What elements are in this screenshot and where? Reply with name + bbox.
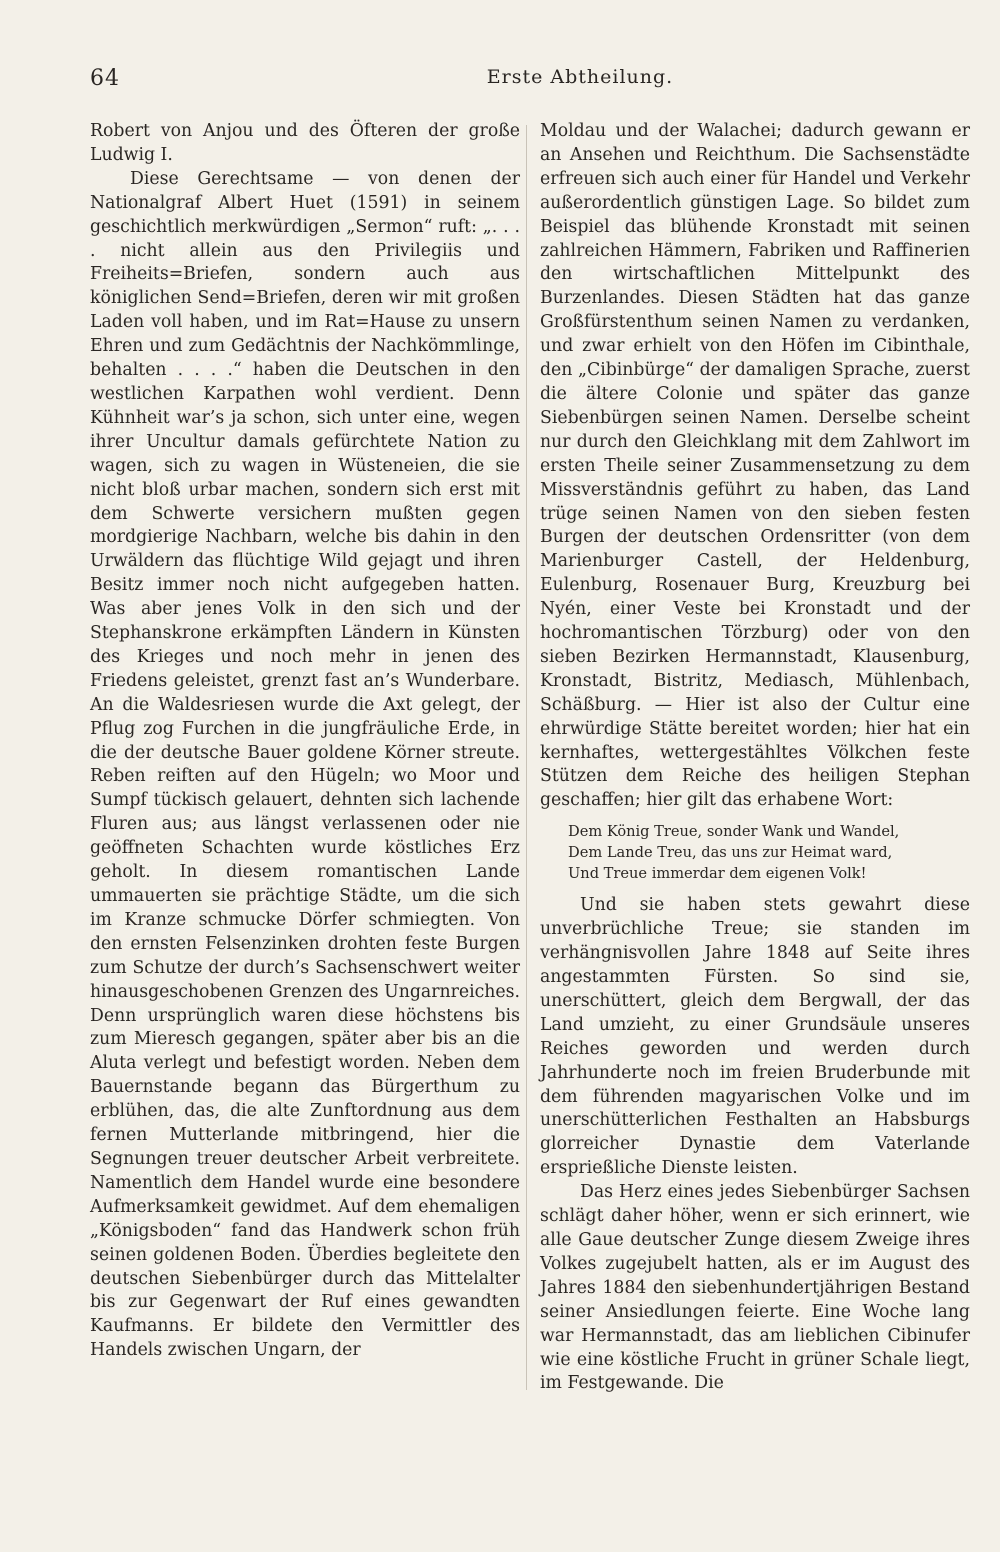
left-paragraph-2: Diese Gerechtsame — von denen der Nationalgraf Albert Huet (1591) in seinem geschichtlich merkwürdigen „Sermon“ ruft: „. . . . nicht allein aus den Privilegiis und Freiheits=Briefen, sondern auch aus königlichen Send=Briefen, deren wir mit großen Laden voll haben, und im Rat=Hause zu unsern Ehren und zum Gedächtnis der Nachkömmlinge, behalten . . . .“ haben die Deutschen in den westlichen Karpathen wohl verdient. Denn Kühnheit war’s ja schon, sich unter eine, wegen ihrer Uncultur damals gefürchtete Nation zu wagen, sich zu wagen in Wüsteneien, die sie nicht bloß urbar machen, sondern sich erst mit dem Schwerte versichern mußten gegen mordgierige Nachbarn, welche bis dahin in den Urwäldern das flüchtige Wild gejagt und ihren Besitz immer noch nicht aufgegeben hatten. Was aber jenes Volk in den sich und der Stephanskrone erkämpften Ländern in Künsten des Krieges und noch mehr in jenen des Friedens geleistet, grenzt fast an’s Wunderbare. An die Waldesriesen wurde die Axt gelegt, der Pflug zog Furchen in die jungfräuliche Erde, in die der deutsche Bauer goldene Körner streute. Reben reiften auf den Hügeln; wo Moor und Sumpf tückisch gelauert, dehnten sich lachende Fluren aus; aus längst verlassenen oder nie geöffneten Schachten wurde köstliches Erz geholt. In diesem romantischen Lande ummauerten sie prächtige Städte, um die sich im Kranze schmucke Dörfer schmiegten. Von den ernsten Felsenzinken drohten feste Burgen zum Schutze der durch’s Sachsenschwert weiter hinausgeschobenen Grenzen des Ungarnreiches. Denn ursprünglich waren diese höchstens bis zum Mieresch gegangen, später aber bis an die Aluta verlegt und befestigt worden. Neben dem Bauernstande begann das Bürgerthum zu erblühen, das, die alte Zunftordnung aus dem fernen Mutterlande mitbringend, hier die Segnungen treuer deutscher Arbeit verbreitete. Namentlich dem Handel wurde eine besondere Aufmerksamkeit gewidmet. Auf dem ehemaligen „Königsboden“ fand das Handwerk schon früh seinen goldenen Boden. Überdies begleitete den deutschen Siebenbürger durch das Mittelalter bis zur Gegenwart der Ruf eines gewandten Kaufmanns. Er bildete den Vermittler des Handels zwischen Ungarn, der: [90, 168, 520, 1361]
verse-line-3: Und Treue immerdar dem eigenen Volk!: [568, 865, 867, 883]
right-paragraph-3: Das Herz eines jedes Siebenbürger Sachsen schlägt daher höher, wenn er sich erinnert, wie alle Gaue deutscher Zunge diesem Zweige ihres Volkes zugejubelt hatten, als er im August des Jahres 1884 den siebenhundertjährigen Bestand seiner Ansiedlungen feierte. Eine Woche lang war Hermannstadt, das am lieblichen Cibinufer wie eine köstliche Frucht in grüner Schale liegt, im Festgewande. Die: [540, 1182, 970, 1394]
verse-quote: [568, 821, 970, 884]
left-text-column: [90, 120, 520, 1363]
page-number: 64: [90, 66, 120, 91]
right-paragraph-2: Und sie haben stets gewahrt diese unverbrüchliche Treue; sie standen im verhängnisvollen Jahre 1848 auf Seite ihres angestammten Fürsten. So sind sie, unerschüttert, gleich dem Bergwall, der das Land umzieht, zu einer Grundsäule unseres Reiches geworden und werden durch Jahrhunderte noch im freien Bruderbunde mit dem führenden magyarischen Volke und im unerschütterlichen Festhalten an Habsburgs glorreicher Dynastie dem Vaterlande ersprießliche Dienste leisten.: [540, 895, 970, 1179]
running-head: [90, 66, 970, 100]
verse-line-1: Dem König Treue, sonder Wank und Wandel,: [568, 823, 900, 841]
section-title: Erste Abtheilung.: [486, 66, 674, 88]
left-paragraph-1: Robert von Anjou und des Öfteren der große Ludwig I.: [90, 121, 520, 165]
verse-line-2: Dem Lande Treu, das uns zur Heimat ward,: [568, 844, 893, 862]
column-divider: [526, 125, 527, 1390]
right-paragraph-1: Moldau und der Walachei; dadurch gewann er an Ansehen und Reichthum. Die Sachsenstädte erfreuen sich auch einer für Handel und Verkehr außerordentlich günstigen Lage. So bildet zum Beispiel das blühende Kronstadt mit seinen zahlreichen Hämmern, Fabriken und Raffinerien den wirtschaftlichen Mittelpunkt des Burzenlandes. Diesen Städten hat das ganze Großfürstenthum seinen Namen zu verdanken, und zwar erhielt von den Höfen im Cibinthale, den „Cibinbürge“ der damaligen Sprache, zuerst die ältere Colonie und später das ganze Siebenbürgen seinen Namen. Derselbe scheint nur durch den Gleichklang mit dem Zahlwort im ersten Theile seiner Zusammensetzung zu dem Missverständnis geführt zu haben, das Land trüge seinen Namen von den sieben festen Burgen der deutschen Ordensritter (von dem Marienburger Castell, der Heldenburg, Eulenburg, Rosenauer Burg, Kreuzburg bei Nyén, einer Veste bei Kronstadt und der hochromantischen Törzburg) oder von den sieben Bezirken Hermannstadt, Klausenburg, Kronstadt, Bistritz, Mediasch, Mühlenbach, Schäßburg. — Hier ist also der Cultur eine ehrwürdige Stätte bereitet worden; hier hat ein kernhaftes, wettergestähltes Völkchen feste Stützen dem Reiche des heiligen Stephan geschaffen; hier gilt das erhabene Wort:: [540, 121, 970, 811]
right-text-column: [540, 120, 970, 1396]
